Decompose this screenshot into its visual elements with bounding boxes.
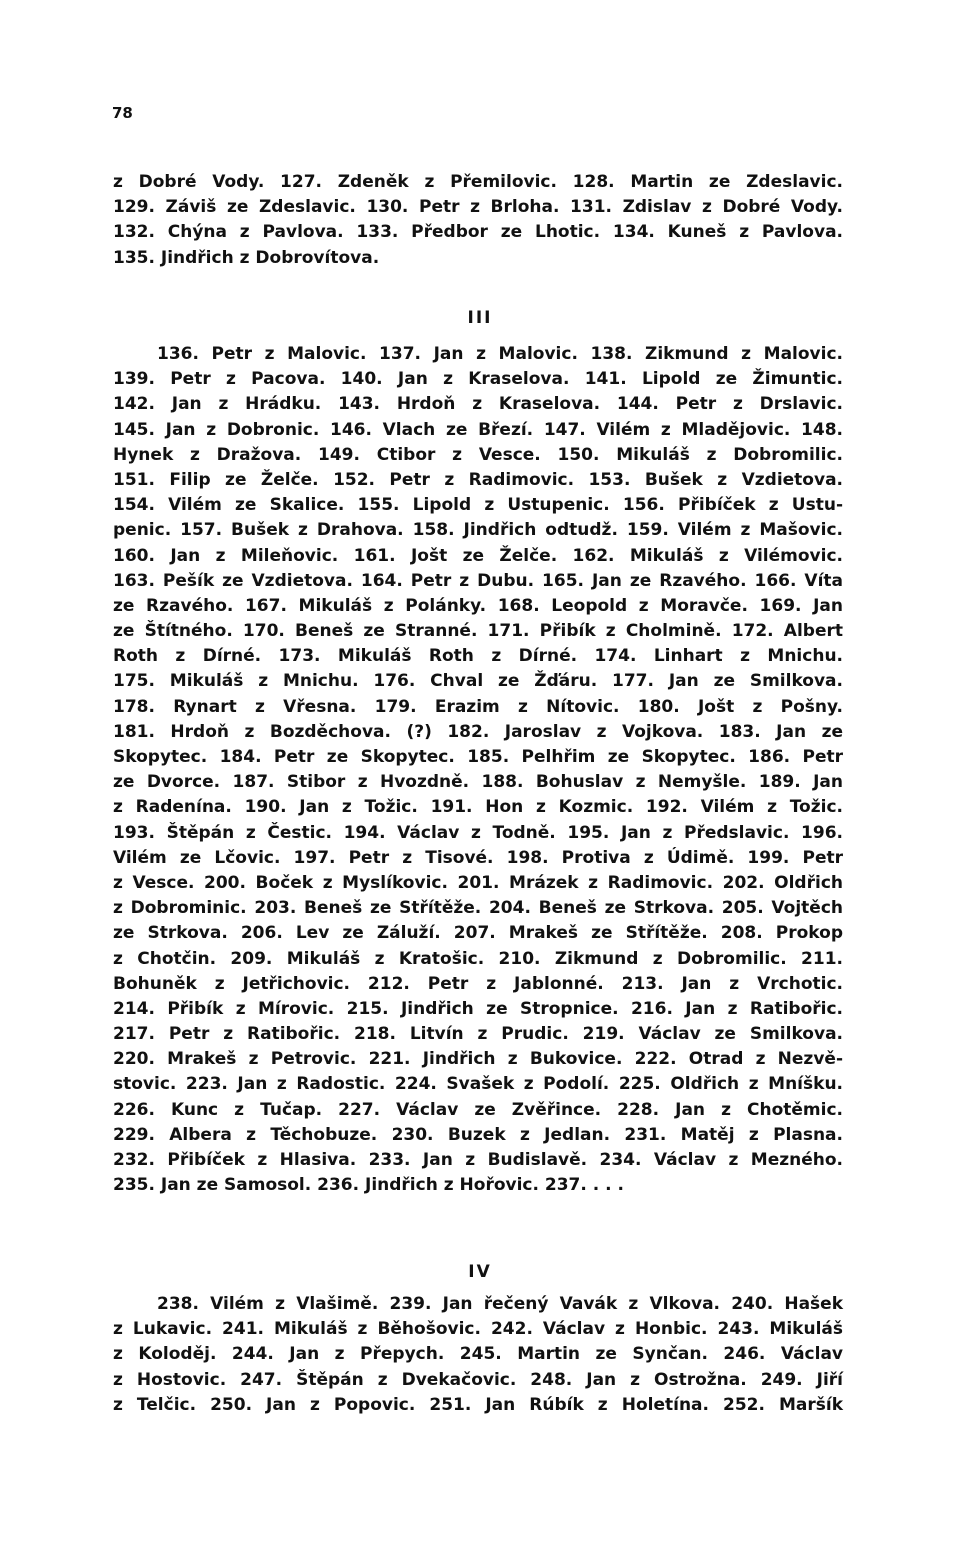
text-line: 154. Vilém ze Skalice. 155. Lipold z Ustupenic. 156. Přibíček z Ustu- [113, 495, 843, 516]
text-line: 193. Štěpán z Čestic. 194. Václav z Todně. 195. Jan z Předslavic. 196. [113, 822, 843, 843]
text-line: penic. 157. Bušek z Drahova. 158. Jindřich odtudž. 159. Vilém z Mašovic. [113, 520, 843, 541]
page-number: 78 [112, 104, 133, 122]
text-line: ze Rzavého. 167. Mikuláš z Polánky. 168. Leopold z Moravče. 169. Jan [113, 595, 843, 616]
text-line: z Radenína. 190. Jan z Tožic. 191. Hon z Kozmic. 192. Vilém z Tožic. [113, 797, 843, 818]
text-line: 145. Jan z Dobronic. 146. Vlach ze Březí. 147. Vilém z Mladějovic. 148. [113, 419, 843, 440]
text-line: 175. Mikuláš z Mnichu. 176. Chval ze Žďáru. 177. Jan ze Smilkova. [113, 671, 843, 692]
text-line: 226. Kunc z Tučap. 227. Václav ze Zvěřince. 228. Jan z Chotěmic. [113, 1099, 843, 1120]
text-line: Bohuněk z Jetřichovic. 212. Petr z Jablonné. 213. Jan z Vrchotic. [113, 973, 843, 994]
text-line: ze Dvorce. 187. Stibor z Hvozdně. 188. Bohuslav z Nemyšle. 189. Jan [113, 772, 843, 793]
text-line: 181. Hrdoň z Bozděchova. (?) 182. Jaroslav z Vojkova. 183. Jan ze [113, 721, 843, 742]
text-line: 229. Albera z Těchobuze. 230. Buzek z Jedlan. 231. Matěj z Plasna. [113, 1124, 843, 1145]
text-line: z Hostovic. 247. Štěpán z Dvekačovic. 248. Jan z Ostrožna. 249. Jiří [113, 1369, 843, 1390]
text-line: ze Štítného. 170. Beneš ze Stranné. 171. Přibík z Cholmině. 172. Albert [113, 621, 843, 642]
text-line: 232. Přibíček z Hlasiva. 233. Jan z Budislavě. 234. Václav z Mezného. [113, 1150, 843, 1170]
text-line: Roth z Dírné. 173. Mikuláš Roth z Dírné. 174. Linhart z Mnichu. [113, 646, 843, 667]
text-line: ze Strkova. 206. Lev ze Záluží. 207. Mrakeš ze Střítěže. 208. Prokop [113, 923, 843, 944]
text-line: 135. Jindřich z Dobrovítova. [113, 247, 380, 268]
section-heading-iv: IV [468, 1262, 492, 1282]
text-line: 178. Rynart z Vřesna. 179. Erazim z Nítovic. 180. Jošt z Pošny. [113, 696, 843, 717]
text-line: Hynek z Dražova. 149. Ctibor z Vesce. 150. Mikuláš z Dobromilic. [113, 444, 843, 465]
section-iii-paragraph [113, 342, 843, 1198]
text-line: 238. Vilém z Vlašimě. 239. Jan řečený Vavák z Vlkova. 240. Hašek [157, 1294, 843, 1314]
text-line: stovic. 223. Jan z Radostic. 224. Svašek z Podolí. 225. Oldřich z Mníšku. [113, 1074, 843, 1095]
text-line: 142. Jan z Hrádku. 143. Hrdoň z Kraselova. 144. Petr z Drslavic. [113, 394, 843, 415]
text-line: 163. Pešík ze Vzdietova. 164. Petr z Dubu. 165. Jan ze Rzavého. 166. Víta [113, 570, 843, 591]
text-line: 129. Záviš ze Zdeslavic. 130. Petr z Brloha. 131. Zdislav z Dobré Vody. [113, 197, 843, 218]
text-line: Skopytec. 184. Petr ze Skopytec. 185. Pelhřim ze Skopytec. 186. Petr [113, 747, 843, 767]
text-line: 220. Mrakeš z Petrovic. 221. Jindřich z Bukovice. 222. Otrad z Nezvě- [113, 1049, 843, 1070]
carryover-paragraph [113, 170, 843, 271]
text-line: z Dobré Vody. 127. Zdeněk z Přemilovic. 128. Martin ze Zdeslavic. [113, 172, 843, 192]
text-line: z Chotčin. 209. Mikuláš z Kratošic. 210. Zikmund z Dobromilic. 211. [113, 948, 843, 969]
section-iv-paragraph [113, 1292, 843, 1418]
text-line: 214. Přibík z Mírovic. 215. Jindřich ze Stropnice. 216. Jan z Ratibořic. [113, 998, 843, 1019]
text-line: z Lukavic. 241. Mikuláš z Běhošovic. 242. Václav z Honbic. 243. Mikuláš [113, 1319, 843, 1340]
text-line: 235. Jan ze Samosol. 236. Jindřich z Hořovic. 237. . . . [113, 1175, 624, 1196]
text-line: Vilém ze Lčovic. 197. Petr z Tisové. 198. Protiva z Údimě. 199. Petr [113, 847, 843, 868]
text-line: 139. Petr z Pacova. 140. Jan z Kraselova. 141. Lipold ze Žimuntic. [113, 369, 843, 390]
text-line: 136. Petr z Malovic. 137. Jan z Malovic. 138. Zikmund z Malovic. [157, 344, 843, 364]
text-line: z Dobrominic. 203. Beneš ze Střítěže. 204. Beneš ze Strkova. 205. Vojtěch [113, 898, 843, 919]
text-line: 160. Jan z Mileňovic. 161. Jošt ze Želče. 162. Mikuláš z Vilémovic. [113, 545, 843, 566]
text-line: z Vesce. 200. Boček z Myslíkovic. 201. Mrázek z Radimovic. 202. Oldřich [113, 872, 843, 893]
text-line: 132. Chýna z Pavlova. 133. Předbor ze Lhotic. 134. Kuneš z Pavlova. [113, 222, 843, 243]
section-heading-iii: III [467, 308, 493, 328]
text-line: 151. Filip ze Želče. 152. Petr z Radimovic. 153. Bušek z Vzdietova. [113, 469, 843, 490]
text-line: z Telčic. 250. Jan z Popovic. 251. Jan Rúbík z Holetína. 252. Maršík [113, 1394, 843, 1415]
text-line: 217. Petr z Ratibořic. 218. Litvín z Prudic. 219. Václav ze Smilkova. [113, 1024, 843, 1045]
text-line: z Koloděj. 244. Jan z Přepych. 245. Martin ze Synčan. 246. Václav [113, 1344, 843, 1365]
